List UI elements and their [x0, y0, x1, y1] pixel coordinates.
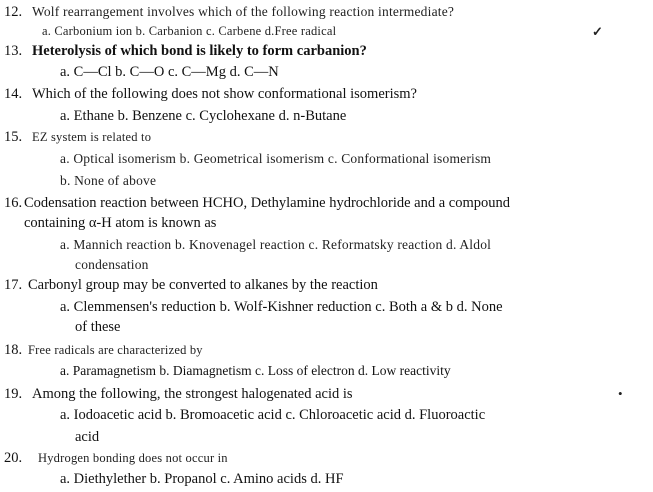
question-options: acid: [75, 429, 100, 445]
question-number: 13.: [4, 43, 23, 59]
question-text: Codensation reaction between HCHO, Dethylamine hydrochloride and a compound: [24, 195, 511, 211]
check-mark-icon: ✓: [592, 24, 603, 39]
question-options: a. Ethane b. Benzene c. Cyclohexane d. n-Butane: [60, 108, 347, 124]
question-text: Which of the following does not show conformational isomerism?: [32, 86, 417, 102]
question-text: Wolf rearrangement involves which of the following reaction intermediate?: [32, 4, 455, 19]
question-number: 18.: [4, 342, 23, 358]
question-text: Among the following, the strongest halogenated acid is: [32, 386, 353, 402]
question-options: of these: [75, 319, 121, 335]
question-text: Heterolysis of which bond is likely to form carbanion?: [32, 43, 367, 59]
question-number: 19.: [4, 386, 23, 402]
question-options: a. Paramagnetism b. Diamagnetism c. Loss of electron d. Low reactivity: [60, 363, 451, 378]
question-text: Hydrogen bonding does not occur in: [38, 451, 228, 465]
question-options: a. Optical isomerism b. Geometrical isomerism c. Conformational isomerism: [60, 151, 492, 166]
question-options: a. Clemmensen's reduction b. Wolf-Kishner reduction c. Both a & b d. None: [60, 299, 503, 315]
question-number: 12.: [4, 4, 23, 20]
question-options: a. Iodoacetic acid b. Bromoacetic acid c. Chloroacetic acid d. Fluoroactic: [60, 407, 486, 423]
question-text: Carbonyl group may be converted to alkanes by the reaction: [28, 277, 378, 293]
question-options: b. None of above: [60, 173, 157, 188]
dot-mark-icon: •: [618, 386, 623, 401]
question-number: 17.: [4, 277, 23, 293]
question-number: 14.: [4, 86, 23, 102]
question-number: 16.: [4, 195, 23, 211]
question-options: a. Carbonium ion b. Carbanion c. Carbene d.Free radical: [42, 24, 337, 38]
question-number: 15.: [4, 129, 23, 145]
question-options: a. C—Cl b. C—O c. C—Mg d. C—N: [60, 64, 279, 80]
question-options: a. Diethylether b. Propanol c. Amino acids d. HF: [60, 471, 344, 487]
question-text: Free radicals are characterized by: [28, 343, 203, 357]
question-text: containing α-H atom is known as: [24, 215, 217, 231]
question-number: 20.: [4, 450, 23, 466]
question-options: condensation: [75, 257, 149, 272]
question-options: a. Mannich reaction b. Knovenagel reaction c. Reformatsky reaction d. Aldol: [60, 237, 492, 252]
question-text: EZ system is related to: [32, 130, 152, 144]
